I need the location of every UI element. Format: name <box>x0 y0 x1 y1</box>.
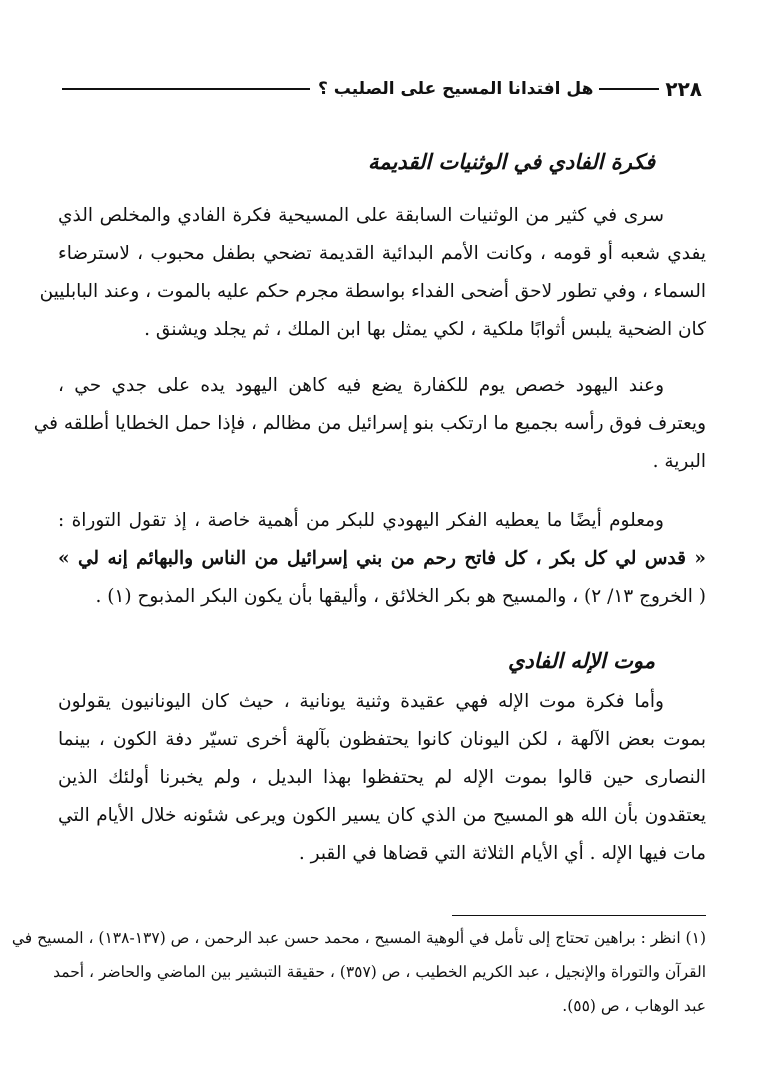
paragraph-death-of-god <box>58 683 706 873</box>
running-title: هل افتدانا المسيح على الصليب ؟ <box>317 79 594 99</box>
header-rule-long <box>62 88 310 90</box>
text-line: ويعترف فوق رأسه بجميع ما ارتكب بنو إسرائيل من مظالم ، فإذا حمل الخطايا أطلقه في <box>33 413 706 434</box>
footnote-line: عبد الوهاب ، ص (٥٥). <box>562 997 706 1015</box>
text-line: مات فيها الإله . أي الأيام الثلاثة التي قضاها في القبر . <box>298 843 706 864</box>
text-line: كان الضحية يلبس أثوابًا ملكية ، لكي يمثل بها ابن الملك ، ثم يجلد ويشنق . <box>144 319 706 340</box>
footnote <box>11 921 706 1023</box>
text-line: البرية . <box>652 451 706 472</box>
text-line: السماء ، وفي تطور لاحق أضحى الفداء بواسطة مجرم حكم عليه بالموت ، وعند البابليين <box>39 281 706 302</box>
text-line: يعتقدون بأن الله هو المسيح من الذي كان يسير الكون ويرعى شئونه خلال الأيام التي <box>58 805 706 826</box>
section-heading-redeemer-idea: فكرة الفادي في الوثنيات القديمة <box>368 150 655 174</box>
section-heading-death-of-god: موت الإله الفادي <box>508 649 655 673</box>
text-line: وأما فكرة موت الإله فهي عقيدة وثنية يونانية ، حيث كان اليونانيون يقولون <box>58 691 664 712</box>
page-number: ٢٢٨ <box>665 77 702 101</box>
text-line: وعند اليهود خصص يوم للكفارة يضع فيه كاهن اليهود يده على جدي حي ، <box>58 375 664 396</box>
footnote-separator <box>452 915 706 916</box>
text-line: سرى في كثير من الوثنيات السابقة على المسيحية فكرة الفادي والمخلص الذي <box>58 205 664 226</box>
running-header <box>62 72 702 106</box>
text-line: النصارى حين قالوا بموت الإله لم يحتفظوا بهذا البديل ، ولم يخبرنا أولئك الذين <box>58 767 706 788</box>
text-line: يفدي شعبه أو قومه ، وكانت الأمم البدائية القديمة تضحي بطفل محبوب ، لاسترضاء <box>58 243 706 264</box>
torah-quote: « قدس لي كل بكر ، كل فاتح رحم من بني إسرائيل من الناس والبهائم إنه لي » <box>58 548 706 569</box>
paragraph-pagan-redeemer <box>39 197 706 349</box>
footnote-line: (١) انظر : براهين تحتاج إلى تأمل في ألوهية المسيح ، محمد حسن عبد الرحمن ، ص (١٣٧-١٣٨) ، المسيح في <box>11 929 706 947</box>
paragraph-jewish-atonement <box>33 367 706 481</box>
header-rule-short <box>599 88 659 90</box>
footnote-line: القرآن والتوراة والإنجيل ، عبد الكريم الخطيب ، ص (٣٥٧) ، حقيقة التبشير بين الماضي والحاضر ، أحمد <box>53 963 706 981</box>
text-line: ( الخروج ١٣/ ٢) ، والمسيح هو بكر الخلائق ، وأليقها بأن يكون البكر المذبوح (١) . <box>95 586 706 607</box>
paragraph-firstborn <box>58 502 706 616</box>
text-line: بموت بعض الآلهة ، لكن اليونان كانوا يحتفظون بآلهة أخرى تسيّر دفة الكون ، بينما <box>58 729 706 750</box>
text-line: ومعلوم أيضًا ما يعطيه الفكر اليهودي للبكر من أهمية خاصة ، إذ تقول التوراة : <box>58 510 664 531</box>
